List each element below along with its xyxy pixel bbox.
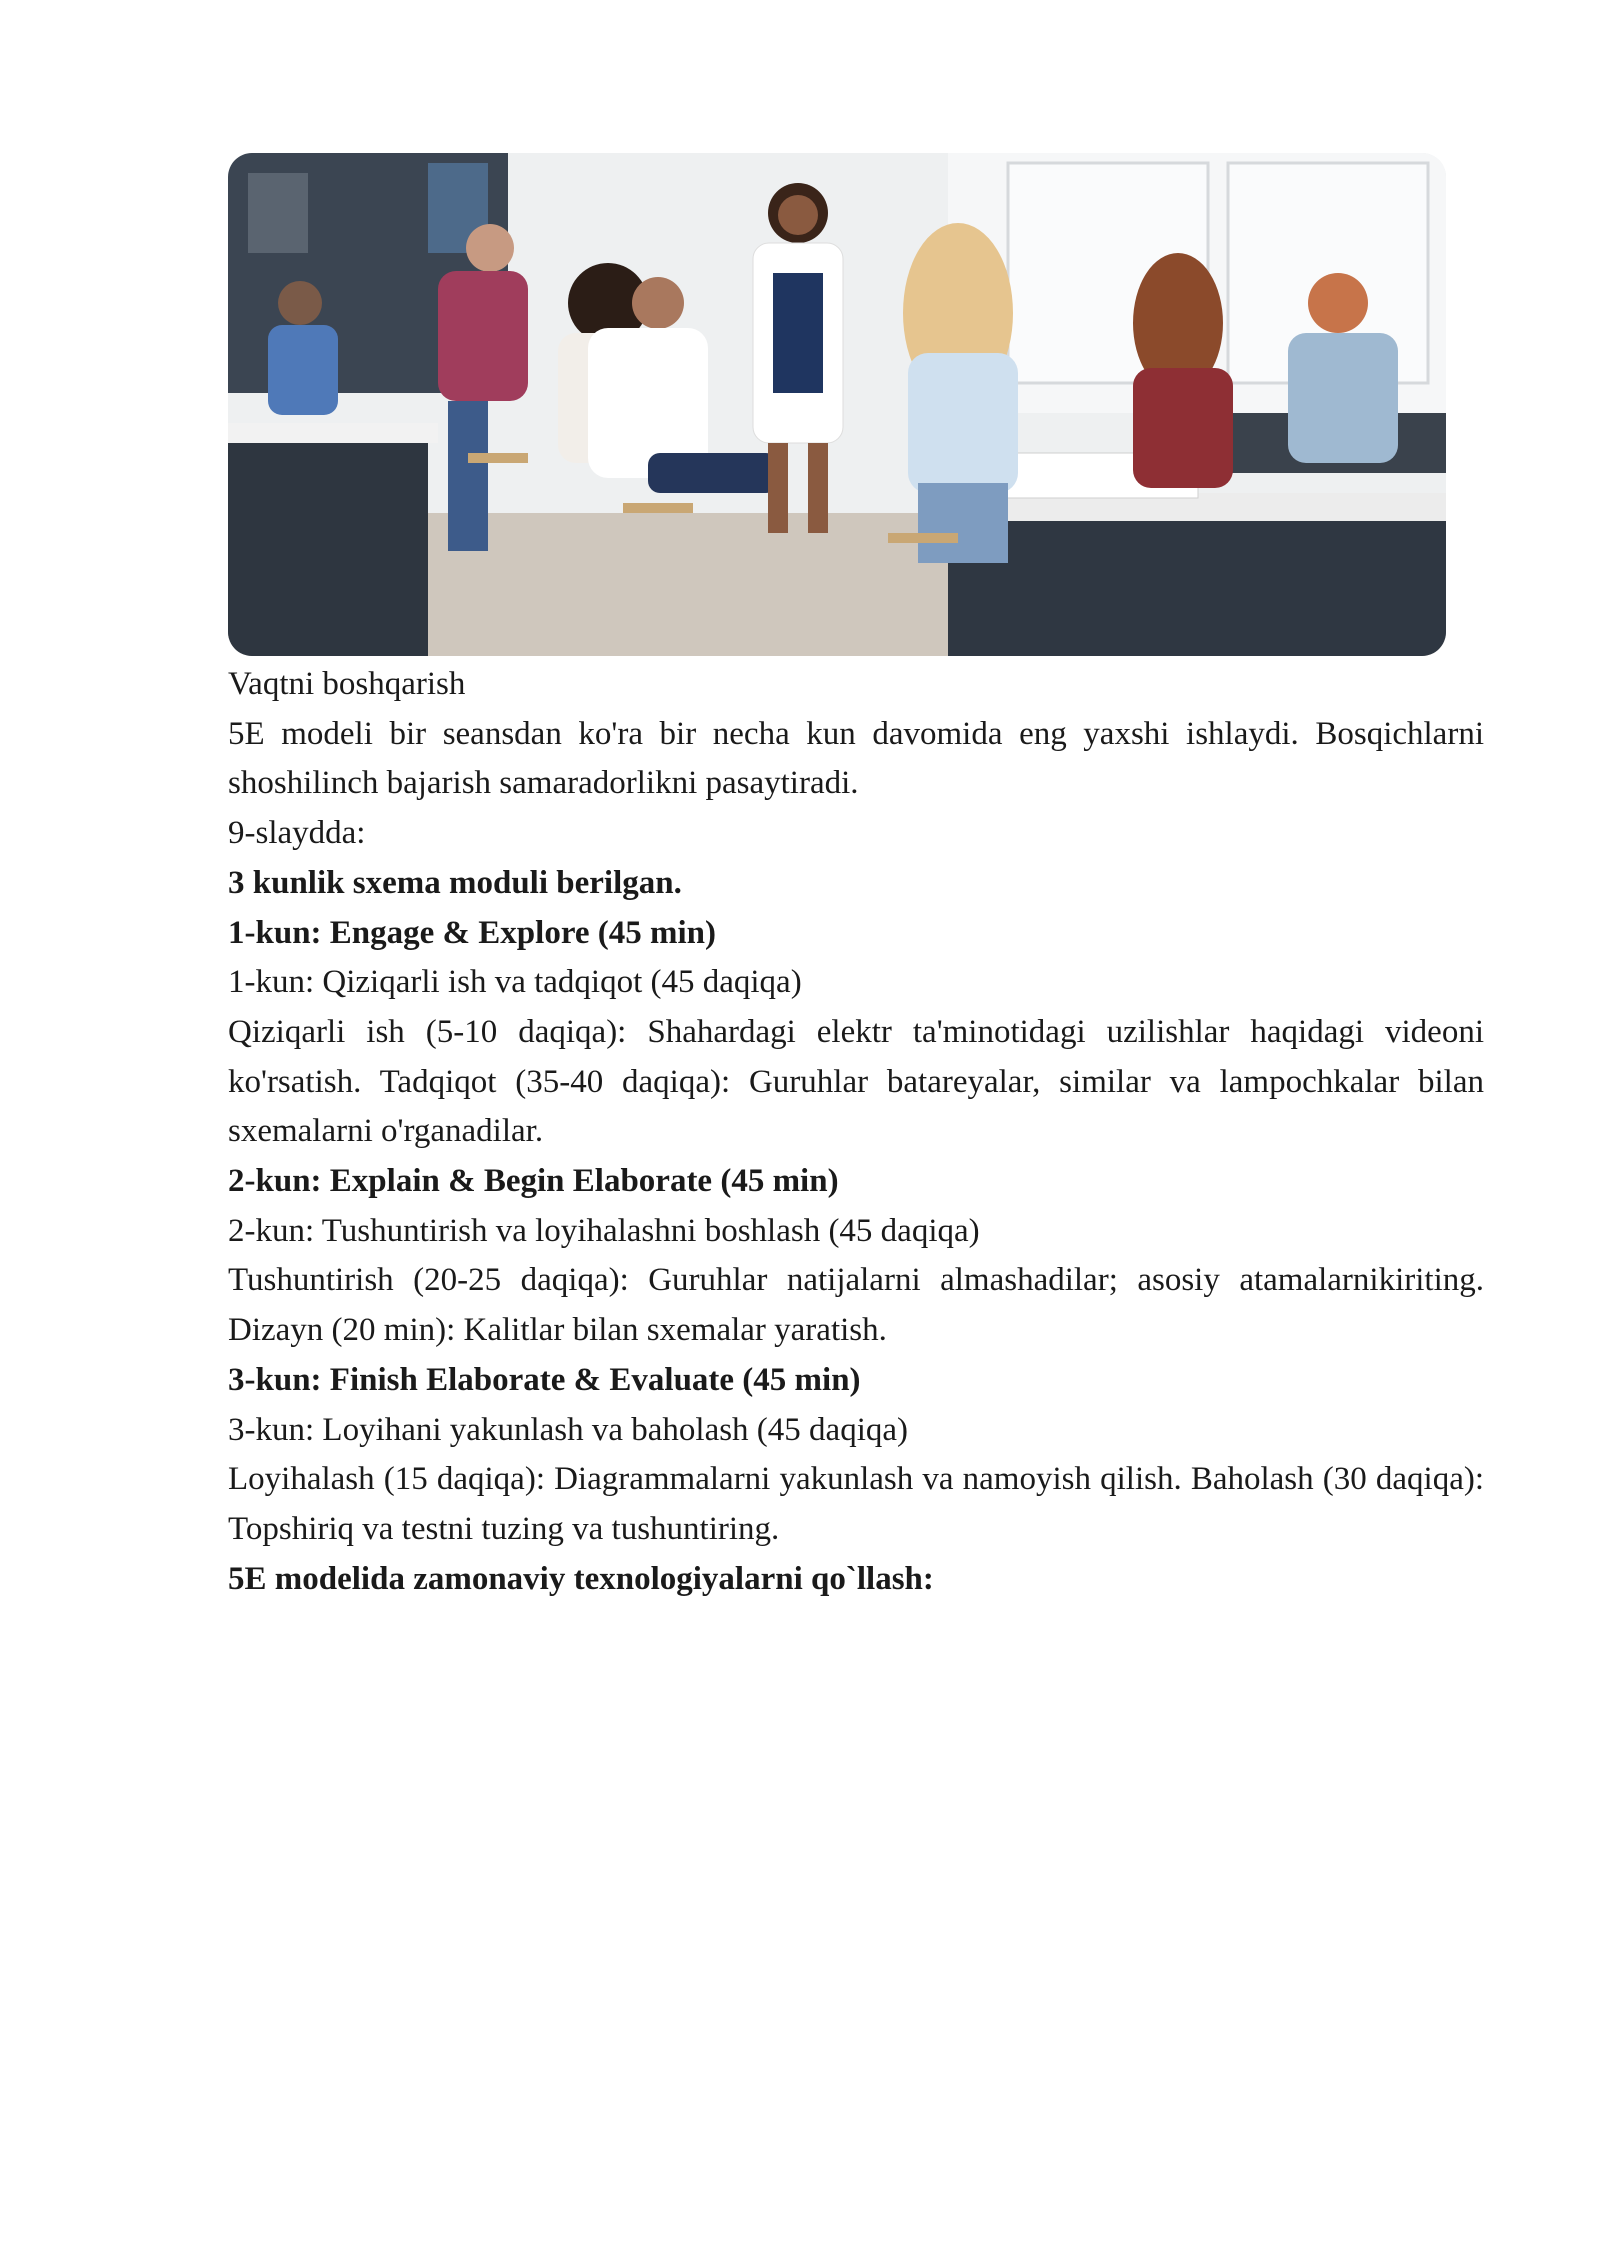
classroom-photo (228, 153, 1446, 656)
technology-heading: 5E modelida zamonaviy texnologiyalarni qo`llash: (228, 1560, 934, 1597)
paragraph-intro: 5E modeli bir seansdan ko'ra bir necha kun davomida eng yaxshi ishlaydi. Bosqichlarni shoshilinch bajarish samaradorlikni pasaytiradi. (228, 715, 1484, 802)
day1-subheading: 1-kun: Qiziqarli ish va tadqiqot (45 daqiqa) (228, 964, 802, 1001)
document-body (228, 660, 1484, 1604)
section-heading-time-management: Vaqtni boshqarish (228, 666, 466, 702)
day2-subheading: 2-kun: Tushuntirish va loyihalashni boshlash (45 daqiqa) (228, 1212, 980, 1249)
slide-reference: 9-slaydda: (228, 815, 366, 852)
day1-description: Qiziqarli ish (5-10 daqiqa): Shahardagi elektr ta'minotidagi uzilishlar haqidagi videoni ko'rsatish. Tadqiqot (35-40 daqiqa): Guruhlar batareyalar, similar va lampochkalar bilan sxemalarni o'rganadilar. (228, 1013, 1484, 1150)
module-heading: 3 kunlik sxema moduli berilgan. (228, 864, 682, 901)
day3-description: Loyihalash (15 daqiqa): Diagrammalarni yakunlash va namoyish qilish. Baholash (30 daqiqa): Topshiriq va testni tuzing va tushuntiring. (228, 1461, 1484, 1547)
day2-heading: 2-kun: Explain & Begin Elaborate (45 min) (228, 1163, 839, 1200)
day1-heading: 1-kun: Engage & Explore (45 min) (228, 914, 717, 951)
classroom-illustration (228, 153, 1446, 656)
day3-subheading: 3-kun: Loyihani yakunlash va baholash (45 daqiqa) (228, 1411, 908, 1448)
day2-description: Tushuntirish (20-25 daqiqa): Guruhlar natijalarni almashadilar; asosiy atamalarnikiriting. Dizayn (20 min): Kalitlar bilan sxemalar yaratish. (228, 1262, 1484, 1349)
day3-heading: 3-kun: Finish Elaborate & Evaluate (45 min) (228, 1361, 861, 1398)
